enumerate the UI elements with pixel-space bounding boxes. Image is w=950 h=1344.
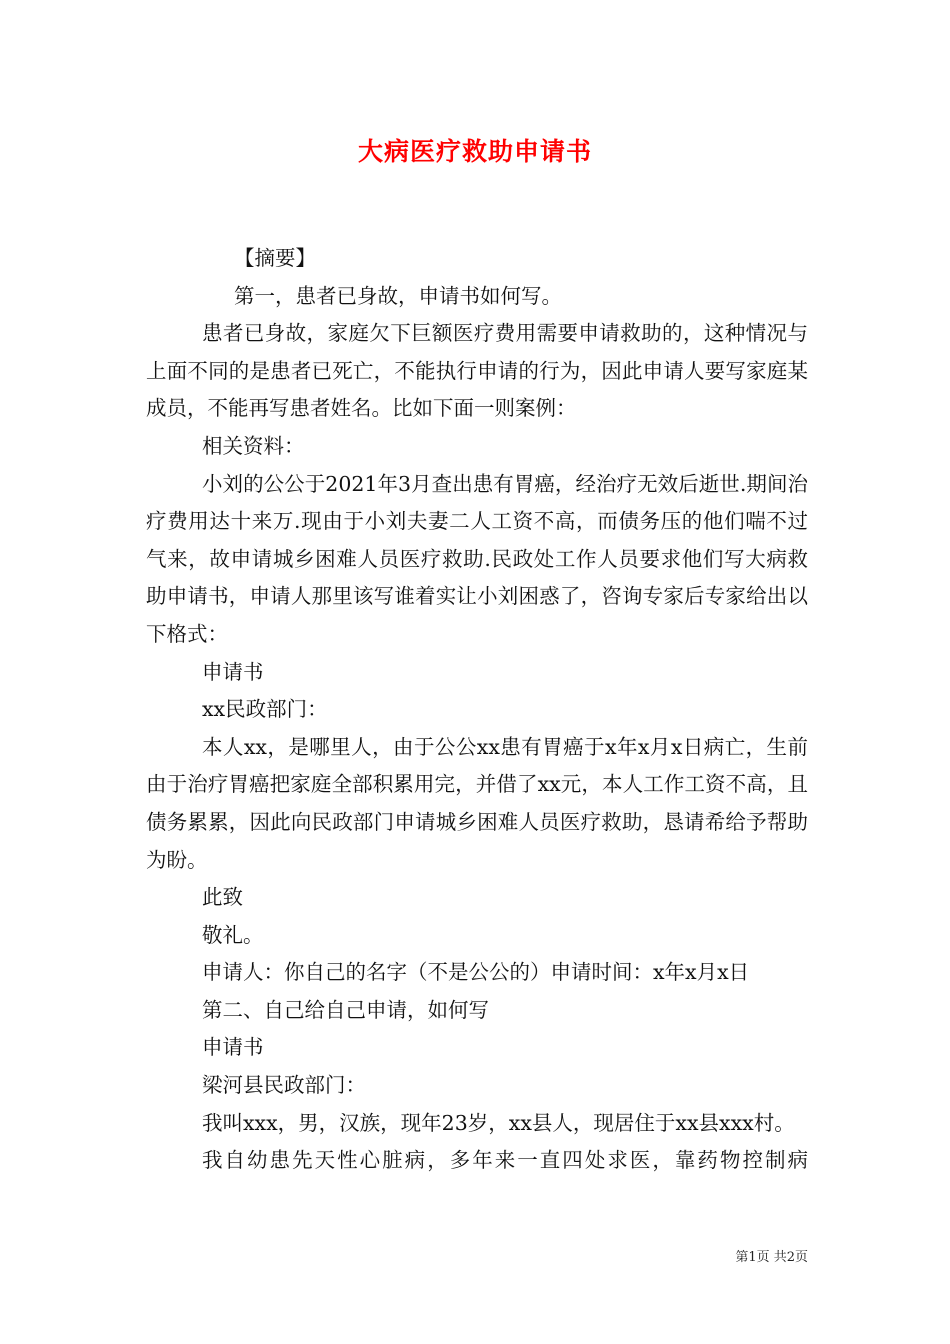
letter-recipient: xx民政部门： <box>202 697 328 722</box>
letter-body: 我叫xxx，男，汉族，现年23岁，xx县人，现居住于xx县xxx村。 <box>202 1110 795 1135</box>
paragraph: 患者已身故，家庭欠下巨额医疗费用需要申请救助的，这种情况与上面不同的是患者已死亡，不能执行申请的行为，因此申请人要写家庭某成员，不能再写患者姓名。比如下面一则案例： <box>146 321 808 421</box>
section-heading-2: 第二、自己给自己申请，如何写 <box>202 997 489 1022</box>
case-paragraph: 小刘的公公于2021年3月查出患有胃癌，经治疗无效后逝世.期间治疗费用达十来万.现由于小刘夫妻二人工资不高，而债务压的他们喘不过气来，故申请城乡困难人员医疗救助.民政处工作人员要求他们写大病救助申请书，申请人那里该写谁着实让小刘困惑了，咨询专家后专家给出以下格式： <box>146 471 808 646</box>
letter-body-continued: 我自幼患先天性心脏病，多年来一直四处求医，靠药物控制病 <box>202 1148 808 1173</box>
document-body <box>146 240 808 1180</box>
letter-closing: 此致 <box>202 885 243 910</box>
page-number: 第1页 共2页 <box>735 1250 808 1265</box>
letter-signature: 申请人：你自己的名字（不是公公的）申请时间：x年x月x日 <box>202 960 750 985</box>
letter-heading: 申请书 <box>202 659 264 684</box>
section-heading-1: 第一，患者已身故，申请书如何写。 <box>234 283 562 308</box>
abstract-label: 【摘要】 <box>234 246 316 270</box>
letter-recipient: 梁河县民政部门： <box>202 1073 366 1098</box>
related-info-label: 相关资料： <box>202 433 305 458</box>
letter-heading: 申请书 <box>202 1035 264 1060</box>
document-title: 大病医疗救助申请书 <box>357 137 592 166</box>
letter-salutation: 敬礼。 <box>202 922 264 947</box>
letter-body: 本人xx，是哪里人，由于公公xx患有胃癌于x年x月x日病亡，生前由于治疗胃癌把家庭全部积累用完，并借了xx元，本人工作工资不高，且债务累累，因此向民政部门申请城乡困难人员医疗救助，恳请希给予帮助为盼。 <box>146 734 808 872</box>
